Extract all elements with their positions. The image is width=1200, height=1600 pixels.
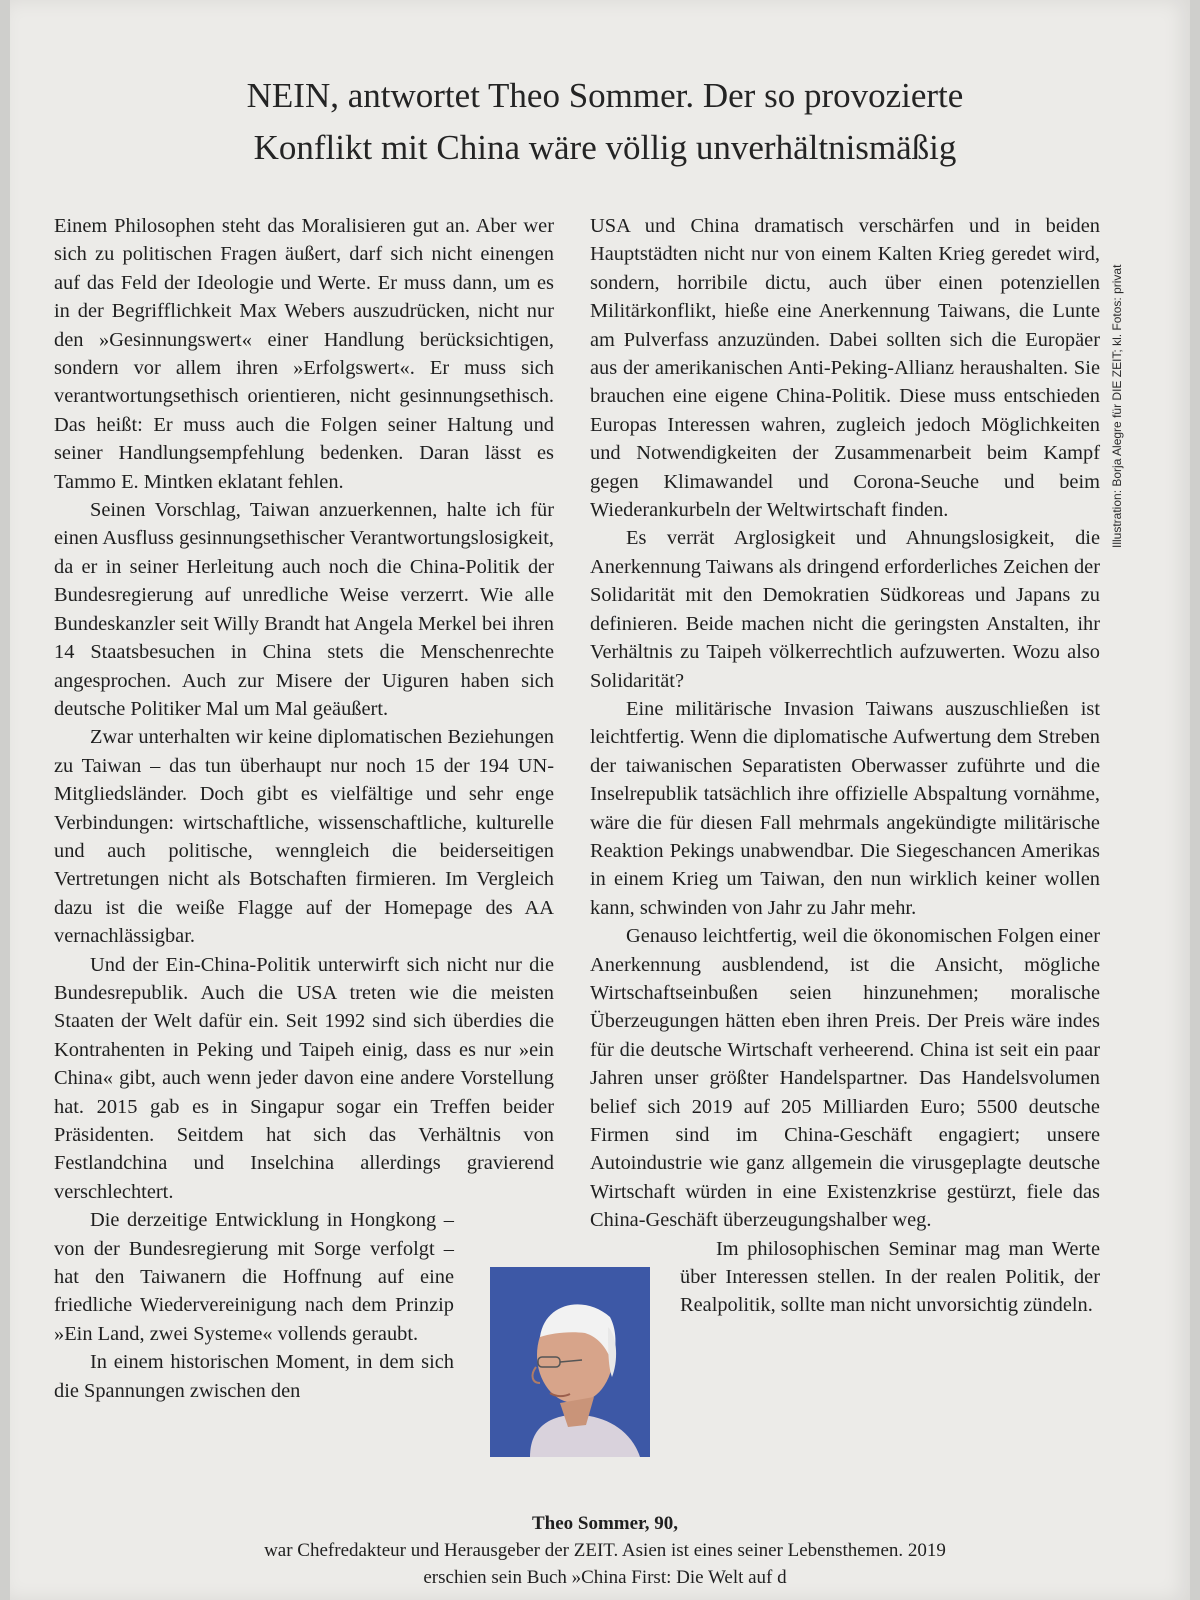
paragraph: In einem historischen Moment, in dem sich die Spannungen zwischen den [54,1351,454,1402]
author-bio [70,1510,1140,1591]
author-name: Theo Sommer, 90, [531,1513,679,1534]
article-headline [70,70,1140,174]
newspaper-page [10,0,1190,1600]
photo-credit: Illustration: Borja Alegre für DIE ZEIT; kl. Fotos: privat [1110,264,1124,548]
paragraph: Eine militärische Invasion Taiwans auszuschließen ist leichtfertig. Wenn die diplomatische Aufwertung dem Streben der taiwanischen Separatisten Oberwasser zuführte und die Inselrepublik tatsächlich ihre offizielle Abspaltung vornähme, wäre die für diesen Fall mehrmals angekündigte militärische Reaktion Pekings unabwendbar. Die Siegeschancen Amerikas in einem Krieg um Taiwan, den nun wirklich keiner wollen kann, schwinden von Jahr zu Jahr mehr. [590,697,1100,919]
headline-line-1: NEIN, antwortet Theo Sommer. Der so provozierte [246,76,964,115]
paragraph: Im philosophischen Seminar mag man Werte über Interessen stellen. In der realen Politik, der Realpolitik, sollte man nicht unvorsichtig zündeln. [680,1237,1100,1317]
paragraph: Die derzeitige Entwicklung in Hongkong – von der Bundesregierung mit Sorge verfolgt – hat den Taiwanern die Hoffnung auf eine friedliche Wiedervereinigung nach dem Prinzip »Ein Land, zwei Systeme« vollends geraubt. [54,1209,454,1345]
paragraph: Zwar unterhalten wir keine diplomatischen Beziehungen zu Taiwan – das tun überhaupt nur noch 15 der 194 UN-Mitgliedsländer. Doch gibt es vielfältige und sehr enge Verbindungen: wirtschaftliche, wissenschaftliche, kulturelle und auch politische, wenngleich die beiderseitigen Vertretungen nicht als Botschaften firmieren. Im Vergleich dazu ist die weiße Flagge auf der Homepage des AA vernachlässigbar. [54,726,554,948]
paragraph: Genauso leichtfertig, weil die ökonomischen Folgen einer Anerkennung ausblendend, ist die Ansicht, mögliche Wirtschaftseinbußen seien hinzunehmen; moralische Überzeugungen hätten eben ihren Preis. Der Preis wäre indes für die deutsche Wirtschaft verheerend. China ist seit ein paar Jahren unser größter Handelspartner. Das Handelsvolumen belief sich 2019 auf 205 Milliarden Euro; 5500 deutsche Firmen sind im China-Geschäft engagiert; unsere Autoindustrie wie ganz allgemein die virusgeplagte deutsche Wirtschaft würden in eine Existenzkrise gestürzt, fiele das China-Geschäft überzeugungshalber weg. [590,925,1100,1232]
article-column-left [54,212,554,1405]
portrait-illustration [490,1267,650,1457]
paragraph: Es verrät Arglosigkeit und Ahnungslosigkeit, die Anerkennung Taiwans als dringend erforderliches Zeichen der Solidarität mit den Demokratien Südkoreas und Japans zu definieren. Beide machen nicht die geringsten Anstalten, ihr Verhältnis zu Taipeh völkerrechtlich aufzuwerten. Wozu also Solidarität? [590,527,1100,692]
article-column-right [590,212,1100,1320]
paragraph: Einem Philosophen steht das Moralisieren gut an. Aber wer sich zu politischen Fragen äußert, darf sich nicht einengen auf das Feld der Ideologie und Werte. Er muss dann, um es in der Begrifflichkeit Max Webers auszudrücken, nicht nur den »Gesinnungswert« einer Handlung berücksichtigen, sondern vor allem ihren »Erfolgswert«. Er muss sich verantwortungsethisch orientieren, nicht gesinnungsethisch. Das heißt: Er muss auch die Folgen seiner Haltung und seiner Handlungsempfehlung bedenken. Daran lässt es Tammo E. Mintken eklatant fehlen. [54,215,554,493]
author-portrait [490,1267,650,1457]
author-bio-line: erschien sein Buch »China First: Die Welt auf d [423,1567,787,1588]
paragraph: Und der Ein-China-Politik unterwirft sich nicht nur die Bundesrepublik. Auch die USA treten wie die meisten Staaten der Welt dafür ein. Seit 1992 sind sich überdies die Kontrahenten in Peking und Taipeh einig, dass es nur »ein China« gibt, auch wenn jeder davon eine andere Vorstellung hat. 2015 gab es in Singapur sogar ein Treffen beider Präsidenten. Seitdem hat sich das Verhältnis von Festlandchina und Inselchina allerdings gravierend verschlechtert. [54,953,554,1203]
paragraph: Seinen Vorschlag, Taiwan anzuerkennen, halte ich für einen Ausfluss gesinnungsethischer Verantwortungslosigkeit, da er in seiner Herleitung auch noch die China-Politik der Bundesregierung auf unredliche Weise verzerrt. Wie alle Bundeskanzler seit Willy Brandt hat Angela Merkel bei ihren 14 Staatsbesuchen in China stets die Menschenrechte angesprochen. Auch zur Misere der Uiguren haben sich deutsche Politiker Mal um Mal geäußert. [54,499,554,720]
paragraph: USA und China dramatisch verschärfen und in beiden Hauptstädten nicht nur von einem Kalten Krieg geredet wird, sondern, horribile dictu, auch über einen potenziellen Militärkonflikt, hieße eine Anerkennung Taiwans, die Lunte am Pulverfass anzuzünden. Dabei sollten sich die Europäer aus der amerikanischen Anti-Peking-Allianz heraushalten. Sie brauchen eine eigene China-Politik. Diese muss entschieden Europas Interessen wahren, zugleich jedoch Möglichkeiten und Notwendigkeiten der Zusammenarbeit beim Kampf gegen Klimawandel und Corona-Seuche und beim Wiederankurbeln der Weltwirtschaft finden. [590,215,1100,522]
author-bio-line: war Chefredakteur und Herausgeber der ZEIT. Asien ist eines seiner Lebensthemen. 2019 [264,1540,946,1561]
headline-line-2: Konflikt mit China wäre völlig unverhältnismäßig [253,128,957,167]
